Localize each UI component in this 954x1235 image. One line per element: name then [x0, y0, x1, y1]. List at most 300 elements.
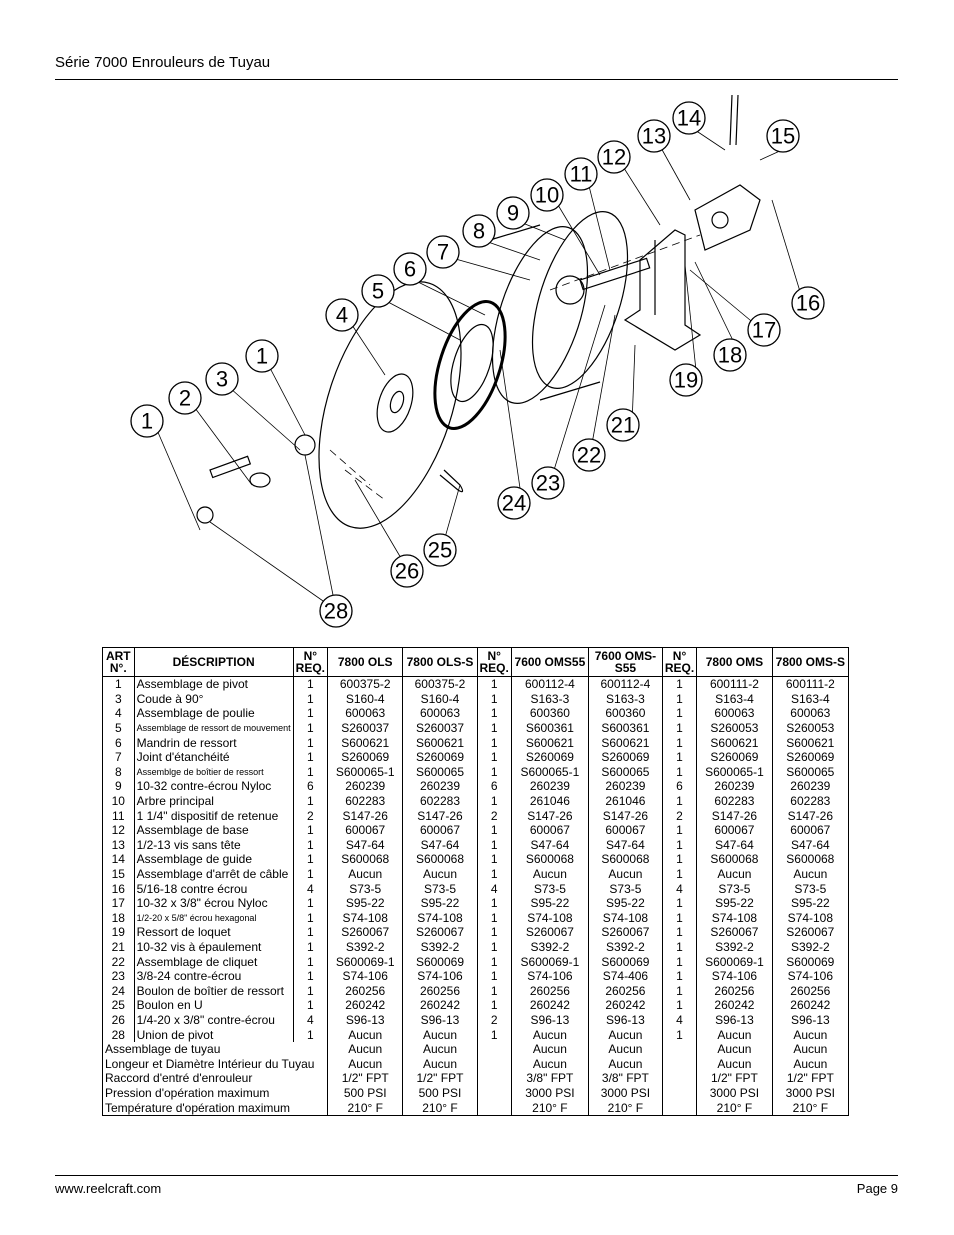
table-cell: S392-2 — [697, 940, 772, 955]
table-cell: S600065 — [403, 765, 477, 780]
table-cell: 600375-2 — [403, 677, 477, 692]
table-cell: S600069-1 — [697, 954, 772, 969]
table-cell: 1 — [662, 896, 696, 911]
callout-label: 1 — [140, 408, 154, 434]
table-row — [103, 867, 849, 882]
table-cell: 1 — [662, 969, 696, 984]
table-cell: 1 — [662, 794, 696, 809]
table-cell: 6 — [477, 779, 511, 794]
table-cell: 260256 — [697, 983, 772, 998]
table-cell: Assemblage de tuyau — [103, 1042, 328, 1057]
table-cell: Longeur et Diamètre Intérieur du Tuyau — [103, 1056, 328, 1071]
table-row — [103, 721, 849, 736]
table-cell: 10-32 vis à épaulement — [134, 940, 293, 955]
table-cell: S95-22 — [772, 896, 848, 911]
table-cell: 600063 — [772, 706, 848, 721]
table-cell: S163-3 — [588, 692, 662, 707]
callout-label: 18 — [717, 342, 743, 368]
table-cell: S47-64 — [511, 838, 588, 853]
table-cell: S260067 — [697, 925, 772, 940]
table-cell: 1 — [293, 954, 327, 969]
exploded-diagram — [100, 90, 860, 635]
table-cell: 600067 — [772, 823, 848, 838]
table-row — [103, 852, 849, 867]
table-cell: 1 — [477, 838, 511, 853]
table-cell: Assemblage de cliquet — [134, 954, 293, 969]
callout-label: 5 — [371, 278, 385, 304]
table-cell: Aucun — [327, 1027, 402, 1042]
table-row — [103, 998, 849, 1013]
table-cell: S260067 — [327, 925, 402, 940]
callout-label: 16 — [795, 290, 821, 316]
table-cell: 210° F — [697, 1100, 772, 1115]
table-cell: 10 — [103, 794, 135, 809]
table-cell: 9 — [103, 779, 135, 794]
table-cell: Coude à 90° — [134, 692, 293, 707]
table-cell: 600063 — [697, 706, 772, 721]
callout-label: 13 — [641, 123, 667, 149]
table-cell: S95-22 — [697, 896, 772, 911]
table-cell: 600067 — [327, 823, 402, 838]
table-cell: Arbre principal — [134, 794, 293, 809]
table-cell: S392-2 — [588, 940, 662, 955]
table-cell: 602283 — [772, 794, 848, 809]
table-cell: S73-5 — [772, 881, 848, 896]
table-cell: 1 — [477, 940, 511, 955]
table-cell: 1 — [477, 706, 511, 721]
table-cell: 1/2-20 x 5/8" écrou hexagonal — [134, 911, 293, 926]
table-cell: 1 — [662, 750, 696, 765]
table-cell: 261046 — [511, 794, 588, 809]
table-summary-row — [103, 1071, 849, 1086]
table-cell: S95-22 — [327, 896, 402, 911]
table-cell: S74-108 — [511, 911, 588, 926]
table-cell: S260037 — [327, 721, 402, 736]
table-cell: 600112-4 — [511, 677, 588, 692]
table-cell: 1 — [477, 1027, 511, 1042]
table-row — [103, 692, 849, 707]
table-cell: 600063 — [403, 706, 477, 721]
callout-label: 28 — [323, 598, 349, 624]
table-row — [103, 896, 849, 911]
table-cell: S147-26 — [511, 808, 588, 823]
table-cell: 1/2" FPT — [697, 1071, 772, 1086]
table-cell: 1 — [293, 911, 327, 926]
table-cell: S600065-1 — [327, 765, 402, 780]
table-cell: 1 — [662, 940, 696, 955]
table-cell: S260053 — [772, 721, 848, 736]
table-cell: 1 — [662, 677, 696, 692]
table-cell: S260069 — [588, 750, 662, 765]
table-cell: Aucun — [697, 867, 772, 882]
table-cell: 4 — [477, 881, 511, 896]
callout-label: 23 — [535, 470, 561, 496]
table-cell: S74-406 — [588, 969, 662, 984]
table-cell: 260242 — [403, 998, 477, 1013]
table-cell: S147-26 — [772, 808, 848, 823]
col-header: 7800 OMS — [697, 648, 772, 677]
table-cell: 24 — [103, 983, 135, 998]
table-cell: 600112-4 — [588, 677, 662, 692]
table-cell: Aucun — [403, 1042, 477, 1057]
table-row — [103, 838, 849, 853]
table-row — [103, 735, 849, 750]
table-cell: S260053 — [697, 721, 772, 736]
table-cell: 2 — [293, 808, 327, 823]
table-cell: 1 — [662, 706, 696, 721]
table-cell: 14 — [103, 852, 135, 867]
table-cell: S96-13 — [697, 1013, 772, 1028]
callout-label: 22 — [576, 442, 602, 468]
table-cell: 3000 PSI — [511, 1086, 588, 1101]
table-cell: S74-106 — [697, 969, 772, 984]
table-cell: Aucun — [588, 867, 662, 882]
table-cell: 260239 — [327, 779, 402, 794]
table-cell: S600065 — [772, 765, 848, 780]
table-cell: 600067 — [403, 823, 477, 838]
table-cell: 1 — [662, 838, 696, 853]
table-cell: S73-5 — [697, 881, 772, 896]
table-cell: S600068 — [327, 852, 402, 867]
table-cell: S74-106 — [772, 969, 848, 984]
table-cell: 1 — [662, 1027, 696, 1042]
table-cell: 1 — [662, 721, 696, 736]
table-cell: S73-5 — [403, 881, 477, 896]
table-cell: 1 — [477, 852, 511, 867]
table-cell: 1 — [477, 998, 511, 1013]
callout-label: 4 — [335, 302, 349, 328]
table-cell: 5 — [103, 721, 135, 736]
table-cell: 600067 — [588, 823, 662, 838]
table-cell: Aucun — [697, 1027, 772, 1042]
table-cell: 1 — [662, 911, 696, 926]
table-cell: 210° F — [772, 1100, 848, 1115]
footer-rule — [55, 1175, 898, 1176]
table-cell: Boulon en U — [134, 998, 293, 1013]
table-row — [103, 779, 849, 794]
table-cell: S392-2 — [403, 940, 477, 955]
table-summary-row — [103, 1056, 849, 1071]
table-cell: 1/4-20 x 3/8" contre-écrou — [134, 1013, 293, 1028]
table-row — [103, 940, 849, 955]
table-cell: 1 — [293, 706, 327, 721]
table-cell: S96-13 — [772, 1013, 848, 1028]
table-cell: 7 — [103, 750, 135, 765]
table-cell: Boulon de boîtier de ressort — [134, 983, 293, 998]
callout-label: 14 — [676, 105, 702, 131]
callout-label: 8 — [472, 218, 486, 244]
col-header: DÉSCRIPTION — [134, 648, 293, 677]
col-header: N° REQ. — [293, 648, 327, 677]
table-cell: Union de pivot — [134, 1027, 293, 1042]
table-cell: 2 — [477, 1013, 511, 1028]
footer-url: www.reelcraft.com — [55, 1181, 162, 1196]
table-cell: 1 — [477, 969, 511, 984]
table-cell: Assemblage d'arrêt de câble — [134, 867, 293, 882]
table-cell: 3000 PSI — [697, 1086, 772, 1101]
table-cell: S600069 — [588, 954, 662, 969]
callout-label: 11 — [569, 161, 593, 187]
table-cell: 600063 — [327, 706, 402, 721]
col-header: 7600 OMS-S55 — [588, 648, 662, 677]
table-cell: S260067 — [588, 925, 662, 940]
table-cell: 260242 — [697, 998, 772, 1013]
table-cell: 1 — [477, 765, 511, 780]
blank-cell — [662, 1042, 696, 1115]
table-cell: Assemblage de guide — [134, 852, 293, 867]
callout-label: 12 — [601, 144, 627, 170]
table-cell: 500 PSI — [327, 1086, 402, 1101]
table-cell: S600068 — [588, 852, 662, 867]
table-cell: 1 — [477, 925, 511, 940]
table-cell: 1 — [293, 1027, 327, 1042]
table-cell: 26 — [103, 1013, 135, 1028]
table-row — [103, 911, 849, 926]
table-cell: Aucun — [327, 1056, 402, 1071]
table-cell: S260067 — [772, 925, 848, 940]
table-cell: S163-4 — [772, 692, 848, 707]
table-row — [103, 1027, 849, 1042]
table-cell: S95-22 — [511, 896, 588, 911]
table-cell: 4 — [293, 881, 327, 896]
table-cell: 4 — [662, 1013, 696, 1028]
table-row — [103, 925, 849, 940]
table-cell: 600111-2 — [772, 677, 848, 692]
table-cell: S600621 — [327, 735, 402, 750]
table-cell: S260069 — [327, 750, 402, 765]
table-cell: S392-2 — [327, 940, 402, 955]
table-row — [103, 750, 849, 765]
table-cell: 1 — [293, 794, 327, 809]
table-cell: 1 — [662, 852, 696, 867]
callout-label: 21 — [610, 412, 636, 438]
callout-label: 26 — [394, 558, 420, 584]
table-cell: S260037 — [403, 721, 477, 736]
table-cell: S260067 — [403, 925, 477, 940]
table-summary-row — [103, 1100, 849, 1115]
table-cell: 16 — [103, 881, 135, 896]
table-cell: 5/16-18 contre écrou — [134, 881, 293, 896]
table-cell: 3/8" FPT — [511, 1071, 588, 1086]
table-cell: 23 — [103, 969, 135, 984]
table-cell: Pression d'opération maximum — [103, 1086, 328, 1101]
table-cell: Ressort de loquet — [134, 925, 293, 940]
table-cell: 12 — [103, 823, 135, 838]
table-cell: 600067 — [511, 823, 588, 838]
table-row — [103, 823, 849, 838]
table-cell: S160-4 — [403, 692, 477, 707]
table-row — [103, 677, 849, 692]
table-cell: 260239 — [403, 779, 477, 794]
table-cell: S600068 — [697, 852, 772, 867]
col-header: N° REQ. — [662, 648, 696, 677]
table-cell: S96-13 — [588, 1013, 662, 1028]
table-cell: 1 — [293, 677, 327, 692]
table-cell: 3/8" FPT — [588, 1071, 662, 1086]
table-cell: 1 — [662, 983, 696, 998]
table-cell: S95-22 — [588, 896, 662, 911]
callout-label: 17 — [751, 317, 777, 343]
table-cell: 1 — [477, 677, 511, 692]
callout-label: 10 — [534, 182, 560, 208]
col-header: N° REQ. — [477, 648, 511, 677]
table-cell: S74-106 — [403, 969, 477, 984]
table-cell: Aucun — [772, 1056, 848, 1071]
table-cell: 1 — [293, 838, 327, 853]
col-header: 7800 OMS-S — [772, 648, 848, 677]
table-row — [103, 765, 849, 780]
table-cell: 1 — [662, 867, 696, 882]
table-cell: 1 — [662, 735, 696, 750]
table-cell: S96-13 — [327, 1013, 402, 1028]
table-cell: S74-108 — [327, 911, 402, 926]
table-cell: S73-5 — [588, 881, 662, 896]
table-cell: S74-108 — [588, 911, 662, 926]
table-cell: 1 — [477, 750, 511, 765]
table-cell: 1 — [293, 896, 327, 911]
table-cell: Aucun — [511, 1042, 588, 1057]
table-cell: S600068 — [772, 852, 848, 867]
table-summary-row — [103, 1042, 849, 1057]
table-cell: Assemblage de poulie — [134, 706, 293, 721]
table-cell: 260239 — [697, 779, 772, 794]
table-row — [103, 706, 849, 721]
table-cell: S96-13 — [511, 1013, 588, 1028]
blank-cell — [477, 1042, 511, 1115]
callout-label: 1 — [255, 343, 269, 369]
table-cell: S600621 — [588, 735, 662, 750]
table-cell: 4 — [662, 881, 696, 896]
header-rule — [55, 79, 898, 80]
table-cell: Aucun — [772, 867, 848, 882]
table-cell: 1 — [477, 692, 511, 707]
table-cell: 1 — [293, 852, 327, 867]
table-cell: 1 — [293, 750, 327, 765]
table-cell: 3/8-24 contre-écrou — [134, 969, 293, 984]
table-cell: 1 — [293, 969, 327, 984]
table-cell: 1 — [293, 765, 327, 780]
callout-label: 19 — [673, 367, 699, 393]
table-cell: 260256 — [403, 983, 477, 998]
table-cell: 1 — [293, 735, 327, 750]
table-cell: S47-64 — [327, 838, 402, 853]
table-cell: Aucun — [772, 1027, 848, 1042]
table-cell: 3000 PSI — [772, 1086, 848, 1101]
col-header: 7600 OMS55 — [511, 648, 588, 677]
table-cell: 28 — [103, 1027, 135, 1042]
parts-table — [102, 647, 849, 1116]
table-cell: Aucun — [697, 1042, 772, 1057]
table-cell: S392-2 — [772, 940, 848, 955]
table-cell: Aucun — [511, 1027, 588, 1042]
col-header: ART N°. — [103, 648, 135, 677]
table-cell: S74-108 — [403, 911, 477, 926]
table-cell: 4 — [293, 1013, 327, 1028]
table-cell: 600067 — [697, 823, 772, 838]
table-cell: S47-64 — [403, 838, 477, 853]
table-cell: 600375-2 — [327, 677, 402, 692]
table-cell: 1 — [477, 721, 511, 736]
table-cell: 210° F — [327, 1100, 402, 1115]
table-cell: 1 — [477, 911, 511, 926]
table-cell: 1 — [477, 896, 511, 911]
table-cell: 6 — [662, 779, 696, 794]
table-cell: 1 — [477, 794, 511, 809]
table-cell: 1 — [662, 823, 696, 838]
callout-label: 15 — [770, 123, 796, 149]
table-cell: S73-5 — [327, 881, 402, 896]
table-cell: S95-22 — [403, 896, 477, 911]
table-cell: 21 — [103, 940, 135, 955]
callout-label: 24 — [501, 490, 527, 516]
table-cell: 1 — [293, 983, 327, 998]
table-cell: 210° F — [511, 1100, 588, 1115]
table-cell: S260067 — [511, 925, 588, 940]
table-cell: S600361 — [511, 721, 588, 736]
table-cell: 1/2-13 vis sans tête — [134, 838, 293, 853]
table-cell: S96-13 — [403, 1013, 477, 1028]
table-row — [103, 794, 849, 809]
table-cell: 10-32 contre-écrou Nyloc — [134, 779, 293, 794]
callout-label: 2 — [178, 385, 192, 411]
table-cell: 19 — [103, 925, 135, 940]
table-cell: 3 — [103, 692, 135, 707]
table-cell: Aucun — [403, 1027, 477, 1042]
table-cell: S47-64 — [588, 838, 662, 853]
table-row — [103, 808, 849, 823]
table-cell: 1/2" FPT — [403, 1071, 477, 1086]
table-cell: 600360 — [588, 706, 662, 721]
table-cell: S74-106 — [327, 969, 402, 984]
table-cell: Raccord d'entré d'enrouleur — [103, 1071, 328, 1086]
table-cell: Mandrin de ressort — [134, 735, 293, 750]
table-header-row — [103, 648, 849, 677]
table-cell: 1 1/4" dispositif de retenue — [134, 808, 293, 823]
table-cell: 11 — [103, 808, 135, 823]
table-cell: S600068 — [403, 852, 477, 867]
table-cell: 3000 PSI — [588, 1086, 662, 1101]
table-cell: 1 — [293, 823, 327, 838]
table-summary-row — [103, 1086, 849, 1101]
callout-label: 6 — [403, 256, 417, 282]
table-cell: S600621 — [403, 735, 477, 750]
table-cell: 1 — [477, 867, 511, 882]
table-cell: S260069 — [403, 750, 477, 765]
table-cell: S147-26 — [403, 808, 477, 823]
table-cell: Aucun — [772, 1042, 848, 1057]
table-cell: 15 — [103, 867, 135, 882]
table-cell: S600069 — [772, 954, 848, 969]
table-cell: S163-3 — [511, 692, 588, 707]
table-cell: S163-4 — [697, 692, 772, 707]
table-cell: Aucun — [403, 867, 477, 882]
table-cell: 260256 — [772, 983, 848, 998]
table-cell: S600069-1 — [511, 954, 588, 969]
table-cell: 1 — [103, 677, 135, 692]
table-cell: 13 — [103, 838, 135, 853]
table-cell: 6 — [103, 735, 135, 750]
table-cell: S160-4 — [327, 692, 402, 707]
table-cell: 210° F — [588, 1100, 662, 1115]
table-cell: Aucun — [588, 1056, 662, 1071]
table-cell: 261046 — [588, 794, 662, 809]
table-cell: 1 — [662, 765, 696, 780]
table-cell: S600361 — [588, 721, 662, 736]
table-cell: 1 — [293, 721, 327, 736]
callout-label: 3 — [215, 366, 229, 392]
table-cell: 17 — [103, 896, 135, 911]
table-cell: Aucun — [327, 867, 402, 882]
